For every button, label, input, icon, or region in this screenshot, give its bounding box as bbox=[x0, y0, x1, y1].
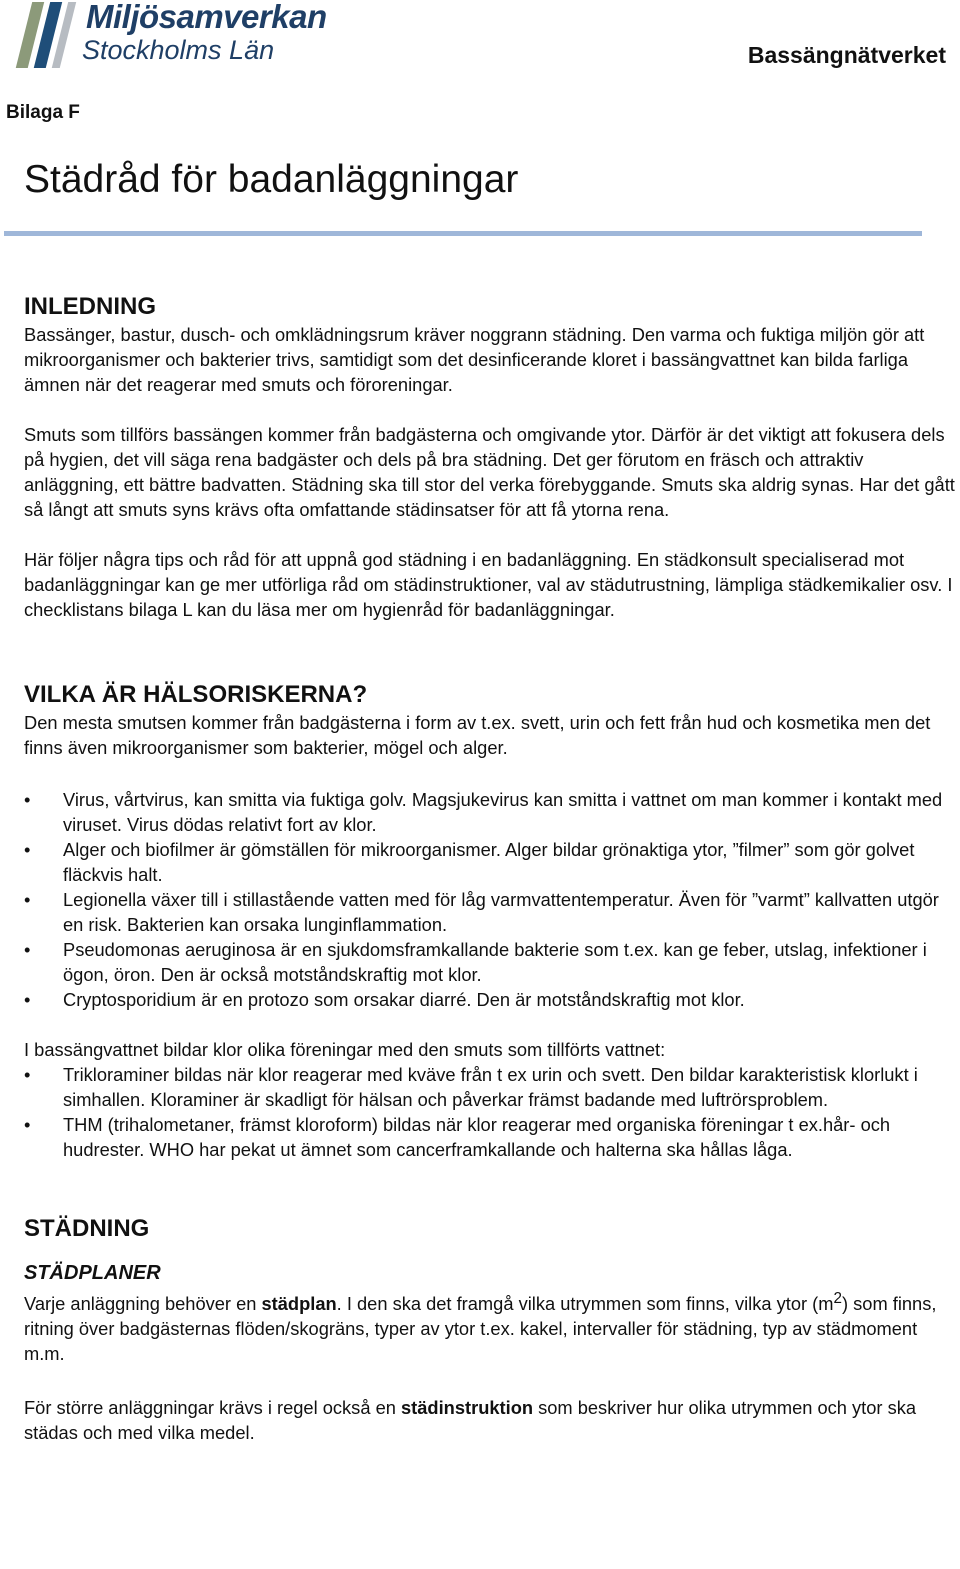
list-item: • Alger och biofilmer är gömställen för mikroorganismer. Alger bildar grönaktiga ytor, ”filmer” som gör golvet fläckvis halt. bbox=[24, 837, 960, 887]
page-title: Städråd för badanläggningar bbox=[24, 158, 519, 201]
cleaning-instruction-paragraph bbox=[24, 1395, 960, 1445]
risks-list bbox=[24, 787, 960, 1012]
document-label: Bassängnätverket bbox=[747, 42, 946, 68]
list-item: • Cryptosporidium är en protozo som orsakar diarré. Den är motståndskraftig mot klor. bbox=[24, 987, 960, 1012]
bold-term: städplan bbox=[261, 1293, 337, 1315]
list-item: • Virus, vårtvirus, kan smitta via fuktiga golv. Magsjukevirus kan smitta i vattnet om man kommer i kontakt med viruset. Virus dödas relativt fort av klor. bbox=[24, 787, 960, 837]
text-run: . I den ska det framgå vilka utrymmen som finns, vilka ytor (m bbox=[336, 1293, 834, 1315]
text-run: ) som finns, ritning över badgästernas flöden/skogräns, typer av ytor t.ex. kakel, intervaller för städning, typ av städmoment m.m. bbox=[24, 1293, 937, 1365]
bold-term: städinstruktion bbox=[400, 1397, 534, 1419]
intro-paragraph: Här följer några tips och råd för att uppnå god städning i en badanläggning. En städkonsult specialiserad mot badanläggningar kan ge mer utförliga råd om städinstruktioner, val av städutrustning, lämpliga städkemikalier osv. I checklistans bilaga L kan du läsa mer om hygienråd för badanläggningar. bbox=[24, 549, 953, 620]
cleaning-plan-paragraph bbox=[24, 1286, 960, 1366]
intro-paragraph: Bassänger, bastur, dusch- och omklädningsrum kräver noggrann städning. Den varma och fuktiga miljön gör att mikroorganismer och bakterier trivs, samtidigt som det desinficerande kloret i bassängvattnet kan bilda farliga ämnen när det reagerar med smuts och föroreningar. bbox=[24, 324, 925, 395]
logo-text-line1: Miljösamverkan bbox=[86, 0, 327, 35]
cleaning-subheading: STÄDPLANER bbox=[24, 1262, 161, 1284]
chlorine-intro: I bassängvattnet bildar klor olika föreningar med den smuts som tillförts vattnet: bbox=[24, 1039, 666, 1060]
appendix-label: Bilaga F bbox=[6, 102, 80, 123]
cleaning-heading: STÄDNING bbox=[24, 1215, 150, 1242]
logo-text-line2: Stockholms Län bbox=[82, 35, 275, 65]
text-run: Varje anläggning behöver en bbox=[24, 1293, 262, 1315]
chlorine-list bbox=[24, 1062, 960, 1162]
logo bbox=[16, 2, 366, 68]
list-item: • Trikloraminer bildas när klor reagerar med kväve från t ex urin och svett. Den bildar karakteristisk klorlukt i simhallen. Kloraminer är skadligt för hälsan och påverkar främst badande med luftrörsproblem. bbox=[24, 1062, 960, 1112]
list-item: • Legionella växer till i stillastående vatten med för låg varmvattentemperatur. Även för ”varmt” kallvatten utgör en risk. Bakterien kan orsaka lunginflammation. bbox=[24, 887, 960, 937]
text-run: För större anläggningar krävs i regel också en bbox=[24, 1397, 401, 1419]
risks-paragraph: Den mesta smutsen kommer från badgästerna i form av t.ex. svett, urin och fett från hud och kosmetika men det finns även mikroorganismer som bakterier, mögel och alger. bbox=[24, 712, 931, 758]
title-divider bbox=[4, 231, 922, 236]
superscript: 2 bbox=[833, 1290, 842, 1307]
intro-paragraph: Smuts som tillförs bassängen kommer från badgästerna och omgivande ytor. Därför är det viktigt att fokusera dels på hygien, det vill säga rena badgäster och dels på bra städning. Det ger förutom en fräsch och attraktiv anläggning, ett bättre badvatten. Städning ska till stor del verka förebyggande. Smuts ska aldrig synas. Har det gått så långt att smuts syns krävs ofta omfattande städinsatser för att få ytorna rena. bbox=[24, 424, 955, 520]
list-item: • THM (trihalometaner, främst kloroform) bildas när klor reagerar med organiska föreningar t ex.hår- och hudrester. WHO har pekat ut ämnet som cancerframkallande och halterna ska hållas låga. bbox=[24, 1112, 960, 1162]
intro-heading: INLEDNING bbox=[24, 293, 156, 320]
text-run: som beskriver hur olika utrymmen och ytor ska städas och med vilka medel. bbox=[24, 1397, 917, 1444]
document-body bbox=[24, 292, 960, 1445]
list-item: • Pseudomonas aeruginosa är en sjukdomsframkallande bakterie som t.ex. kan ge feber, utslag, infektioner i ögon, öron. Den är också motståndskraftig mot klor. bbox=[24, 937, 960, 987]
risks-heading: VILKA ÄR HÄLSORISKERNA? bbox=[24, 681, 368, 708]
